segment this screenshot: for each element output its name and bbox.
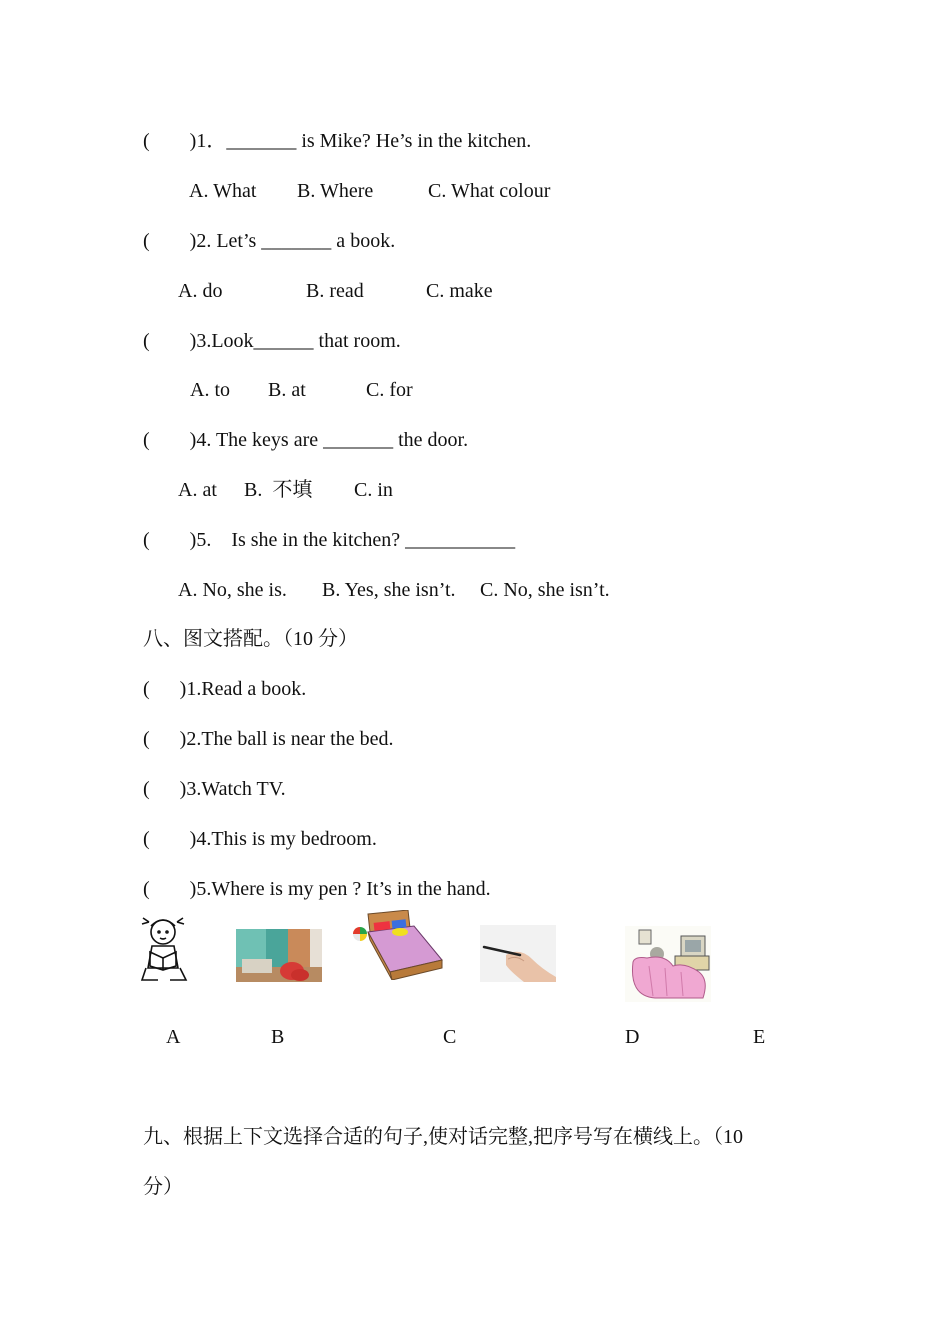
- question-3-option-b: B. at: [268, 379, 306, 401]
- picture-label-b: B: [271, 1026, 285, 1048]
- question-2-option-a: A. do: [178, 280, 223, 302]
- question-1-stem: ( )1．_______ is Mike? He’s in the kitchen.: [143, 130, 532, 152]
- question-4-stem: ( )4. The keys are _______ the door.: [143, 429, 469, 451]
- section-8-title: 八、图文搭配。（10 分）: [143, 628, 358, 650]
- question-5-stem: ( )5. Is she in the kitchen? ___________: [143, 529, 516, 551]
- picture-label-e: E: [753, 1026, 766, 1048]
- question-5-option-c: C. No, she isn’t.: [480, 579, 610, 601]
- bedroom-picture: [236, 929, 322, 982]
- question-4-option-b: B. 不填: [244, 479, 313, 501]
- question-2-stem: ( )2. Let’s _______ a book.: [143, 230, 396, 252]
- matching-item-4: ( )4.This is my bedroom.: [143, 828, 377, 850]
- question-5-option-b: B. Yes, she isn’t.: [322, 579, 456, 601]
- section-9-title-line-1: 九、根据上下文选择合适的句子,使对话完整,把序号写在横线上。（10: [143, 1126, 743, 1148]
- question-3-stem: ( )3.Look______ that room.: [143, 330, 401, 352]
- matching-item-1: ( )1.Read a book.: [143, 678, 307, 700]
- question-4-option-c: C. in: [354, 479, 393, 501]
- girl-reading-picture: [136, 912, 194, 984]
- watching-tv-picture: [625, 926, 711, 1002]
- question-1-option-b: B. Where: [297, 180, 374, 202]
- question-1-option-a: A. What: [189, 180, 257, 202]
- matching-item-5: ( )5.Where is my pen ? It’s in the hand.: [143, 878, 491, 900]
- question-3-option-c: C. for: [366, 379, 413, 401]
- question-2-option-b: B. read: [306, 280, 364, 302]
- picture-label-d: D: [625, 1026, 640, 1048]
- bed-with-ball-picture: [350, 910, 444, 980]
- question-1-option-c: C. What colour: [428, 180, 551, 202]
- question-2-option-c: C. make: [426, 280, 493, 302]
- picture-label-a: A: [166, 1026, 181, 1048]
- question-3-option-a: A. to: [190, 379, 230, 401]
- question-5-option-a: A. No, she is.: [178, 579, 287, 601]
- section-9-title-line-2: 分）: [143, 1176, 183, 1198]
- matching-item-3: ( )3.Watch TV.: [143, 778, 286, 800]
- hand-with-pen-picture: [480, 925, 556, 982]
- matching-item-2: ( )2.The ball is near the bed.: [143, 728, 394, 750]
- picture-label-c: C: [443, 1026, 457, 1048]
- question-4-option-a: A. at: [178, 479, 217, 501]
